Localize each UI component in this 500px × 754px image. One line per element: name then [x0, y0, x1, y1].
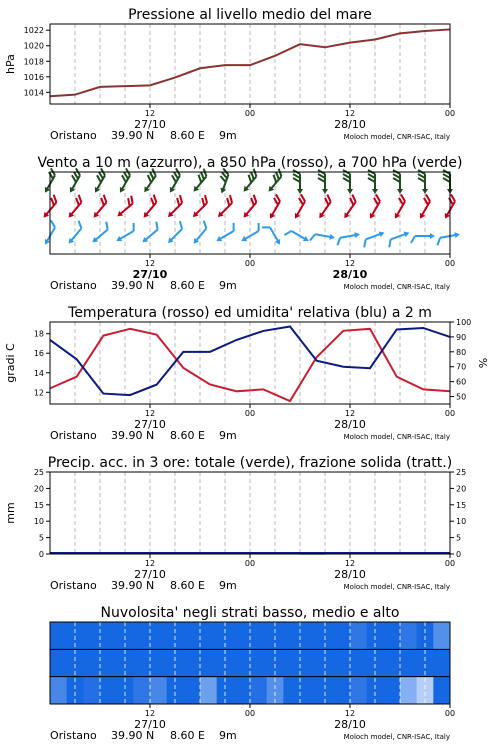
- x-tick-label: 12: [345, 709, 355, 718]
- cloud-cell: [150, 649, 167, 676]
- wind-barb: [262, 222, 283, 248]
- wind-barb: [439, 194, 460, 220]
- wind-barb: [364, 194, 385, 220]
- chart-title: Vento a 10 m (azzurro), a 850 hPa (rosso), a 700 hPa (verde): [37, 155, 462, 171]
- x-tick-label: 12: [345, 559, 355, 568]
- y2-tick-label: 50: [456, 393, 466, 402]
- date-label: 28/10: [334, 118, 366, 131]
- wind-barb: [336, 231, 361, 245]
- cloud-cell: [383, 622, 400, 649]
- y-tick-label: 25: [34, 468, 44, 477]
- y-tick-label: 5: [39, 534, 44, 543]
- y-tick-label: 1020: [24, 42, 44, 51]
- wind-barb-feather: [443, 174, 450, 178]
- x-tick-label: 12: [145, 259, 155, 268]
- cloud-cell: [333, 677, 350, 704]
- cloud-cell: [300, 622, 317, 649]
- y-tick-label: 16: [34, 349, 44, 358]
- wind-barb-feather: [393, 174, 400, 178]
- location-name: Oristano: [50, 729, 97, 742]
- wind-barb-head: [67, 187, 75, 194]
- y2-tick-label: 70: [456, 363, 466, 372]
- wind-barb: [113, 223, 139, 244]
- cloud-cell: [100, 649, 117, 676]
- date-label: 28/10: [334, 418, 366, 431]
- cloud-cell: [150, 677, 167, 704]
- wind-barb: [39, 220, 60, 246]
- wind-barb-head: [372, 189, 378, 194]
- y-tick-label: 0: [39, 550, 44, 559]
- location-lat: 39.90 N: [111, 279, 154, 292]
- x-tick-label: 00: [245, 109, 255, 118]
- wind-barb-feather: [230, 223, 237, 231]
- cloud-cell: [83, 622, 100, 649]
- y2-tick-label: 25: [456, 468, 466, 477]
- wind-barb-head: [404, 230, 411, 237]
- location-name: Oristano: [50, 279, 97, 292]
- wind-barb-feather: [201, 221, 209, 229]
- cloud-cell: [383, 649, 400, 676]
- location-lat: 39.90 N: [111, 579, 154, 592]
- x-tick-label: 12: [145, 409, 155, 418]
- wind-barb-feather: [310, 234, 315, 242]
- y-tick-label: 10: [34, 517, 44, 526]
- location-elev: 9m: [219, 579, 237, 592]
- cloud-cell: [133, 622, 150, 649]
- wind-barb-feather: [336, 238, 341, 246]
- y2-tick-label: 90: [456, 333, 466, 342]
- cloud-cell: [183, 649, 200, 676]
- cloud-cell: [233, 677, 250, 704]
- wind-barb: [293, 170, 303, 194]
- cloud-cell: [433, 649, 450, 676]
- wind-barb-feather: [368, 178, 375, 182]
- wind-barb-feather: [443, 178, 450, 182]
- wind-barb-feather: [284, 229, 291, 237]
- cloud-cell: [433, 622, 450, 649]
- wind-barb: [361, 230, 387, 248]
- plot-frame: [50, 472, 450, 554]
- y-tick-label: 1018: [24, 57, 44, 66]
- wind-barb-feather: [343, 174, 350, 178]
- cloud-cell: [83, 677, 100, 704]
- location-lat: 39.90 N: [111, 429, 154, 442]
- wind-barb-head: [417, 213, 425, 220]
- wind-barb-head: [329, 234, 335, 241]
- x-tick-label: 12: [145, 709, 155, 718]
- wind-barb-head: [367, 213, 375, 220]
- wind-barb: [138, 222, 163, 245]
- wind-barb-head: [275, 239, 283, 246]
- cloud-cell: [383, 677, 400, 704]
- wind-barb: [289, 194, 310, 220]
- cloud-cell: [250, 622, 267, 649]
- x-tick-label: 00: [245, 709, 255, 718]
- wind-barb-head: [354, 231, 360, 238]
- y-tick-label: 12: [34, 388, 44, 397]
- location-name: Oristano: [50, 429, 97, 442]
- wind-barb: [414, 194, 435, 220]
- wind-barb-head: [42, 187, 50, 194]
- cloud-cell: [183, 622, 200, 649]
- cloud-cell: [183, 677, 200, 704]
- cloud-cell: [100, 622, 117, 649]
- cloud-cell: [300, 649, 317, 676]
- cloud-cell: [333, 622, 350, 649]
- y2-tick-label: 5: [456, 534, 461, 543]
- location-elev: 9m: [219, 729, 237, 742]
- location-elev: 9m: [219, 279, 237, 292]
- date-label: 28/10: [334, 568, 366, 581]
- chart-title: Pressione al livello medio del mare: [128, 7, 372, 23]
- model-credit: Moloch model, CNR-ISAC, Italy: [344, 133, 450, 141]
- cloud-cell: [400, 622, 417, 649]
- cloud-cell: [283, 649, 300, 676]
- x-tick-label: 12: [145, 109, 155, 118]
- chart-title: Nuvolosita' negli strati basso, medio e alto: [101, 605, 400, 621]
- wind-barb-feather: [130, 223, 137, 231]
- wind-barb-head: [454, 231, 460, 238]
- y2-tick-label: 0: [456, 550, 461, 559]
- wind-barb-head: [267, 213, 275, 220]
- location-elev: 9m: [219, 129, 237, 142]
- wind-barb-feather: [436, 238, 441, 246]
- wind-barb-feather: [153, 222, 161, 230]
- y2-tick-label: 15: [456, 501, 466, 510]
- cloud-cell: [350, 649, 367, 676]
- wind-barb-head: [292, 213, 300, 220]
- wind-barb-head: [117, 187, 125, 194]
- x-tick-label: 00: [445, 709, 455, 718]
- cloud-cell: [350, 677, 367, 704]
- location-lon: 8.60 E: [170, 279, 205, 292]
- cloud-cell: [200, 649, 217, 676]
- x-tick-label: 00: [245, 409, 255, 418]
- wind-barb-feather: [76, 221, 84, 229]
- wind-barb-head: [392, 213, 400, 220]
- y2-axis-label: %: [477, 358, 490, 368]
- x-tick-label: 00: [445, 409, 455, 418]
- y-axis-label: hPa: [4, 54, 17, 74]
- x-tick-label: 00: [445, 109, 455, 118]
- wind-barb-head: [347, 189, 353, 194]
- cloud-cell: [100, 677, 117, 704]
- cloud-cell: [133, 677, 150, 704]
- wind-barb-feather: [293, 174, 300, 178]
- wind-barb: [264, 194, 285, 220]
- cloud-cell: [400, 677, 417, 704]
- y2-tick-label: 20: [456, 484, 466, 493]
- wind-barb: [436, 231, 461, 245]
- cloud-cell: [350, 622, 367, 649]
- wind-barb-head: [422, 189, 428, 194]
- y-tick-label: 1014: [24, 88, 44, 97]
- wind-barb-head: [115, 236, 122, 244]
- wind-barb-head: [92, 187, 100, 194]
- location-elev: 9m: [219, 429, 237, 442]
- cloud-cell: [250, 649, 267, 676]
- wind-barb-head: [397, 189, 403, 194]
- location-name: Oristano: [50, 129, 97, 142]
- date-label: 28/10: [333, 268, 368, 281]
- cloud-cell: [200, 622, 217, 649]
- y2-tick-label: 100: [456, 318, 471, 327]
- wind-barb-head: [42, 239, 50, 246]
- model-credit: Moloch model, CNR-ISAC, Italy: [344, 733, 450, 741]
- wind-barb-head: [303, 236, 310, 244]
- wind-barb-head: [379, 230, 386, 237]
- cloud-cell: [133, 649, 150, 676]
- wind-barb: [389, 194, 410, 220]
- wind-barb: [368, 170, 378, 194]
- location-lat: 39.90 N: [111, 129, 154, 142]
- wind-barb: [238, 223, 264, 244]
- y-tick-label: 1016: [24, 73, 44, 82]
- wind-barb-feather: [103, 222, 111, 230]
- wind-barb-head: [430, 233, 435, 239]
- chart-title: Temperatura (rosso) ed umidita' relativa (blu) a 2 m: [67, 305, 432, 321]
- date-label: 28/10: [334, 718, 366, 731]
- cloud-cell: [50, 677, 67, 704]
- y2-tick-label: 10: [456, 517, 466, 526]
- wind-barb: [411, 233, 435, 243]
- y-tick-label: 15: [34, 501, 44, 510]
- wind-barb-head: [322, 189, 328, 194]
- date-label: 27/10: [134, 718, 166, 731]
- x-tick-label: 12: [145, 559, 155, 568]
- location-lon: 8.60 E: [170, 129, 205, 142]
- x-tick-label: 00: [445, 259, 455, 268]
- x-tick-label: 12: [345, 109, 355, 118]
- wind-barb-feather: [368, 174, 375, 178]
- wind-barb: [213, 223, 239, 244]
- wind-barb: [343, 170, 353, 194]
- wind-barb-feather: [255, 223, 262, 231]
- wind-barb-head: [240, 236, 247, 244]
- y-tick-label: 18: [34, 330, 44, 339]
- y-axis-label: gradi C: [4, 343, 17, 383]
- location-lon: 8.60 E: [170, 729, 205, 742]
- cloud-cell: [433, 677, 450, 704]
- wind-barb-feather: [177, 221, 185, 229]
- cloud-cell: [400, 649, 417, 676]
- cloud-cell: [333, 649, 350, 676]
- wind-barb: [418, 170, 428, 194]
- wind-barb-head: [297, 189, 303, 194]
- wind-barb-head: [442, 213, 450, 220]
- x-tick-label: 00: [245, 259, 255, 268]
- wind-barb-feather: [418, 178, 425, 182]
- wind-barb-head: [215, 236, 222, 244]
- wind-barb-feather: [411, 236, 415, 243]
- wind-barb-feather: [293, 178, 300, 182]
- wind-barb: [88, 222, 113, 245]
- x-tick-label: 12: [345, 259, 355, 268]
- wind-barb: [310, 231, 335, 245]
- cloud-cell: [233, 622, 250, 649]
- model-credit: Moloch model, CNR-ISAC, Italy: [344, 433, 450, 441]
- cloud-cell: [50, 622, 67, 649]
- wind-barb-feather: [318, 174, 325, 178]
- cloud-cell: [250, 677, 267, 704]
- cloud-cell: [233, 649, 250, 676]
- cloud-cell: [150, 622, 167, 649]
- x-tick-label: 00: [245, 559, 255, 568]
- location-lat: 39.90 N: [111, 729, 154, 742]
- y2-tick-label: 60: [456, 378, 466, 387]
- y2-tick-label: 80: [456, 348, 466, 357]
- wind-barb-feather: [393, 178, 400, 182]
- x-tick-label: 12: [345, 409, 355, 418]
- wind-barb: [318, 170, 328, 194]
- cloud-cell: [283, 677, 300, 704]
- cloud-cell: [283, 622, 300, 649]
- wind-barb-feather: [362, 239, 368, 247]
- date-label: 27/10: [133, 268, 168, 281]
- wind-barb-feather: [343, 178, 350, 182]
- wind-barb: [393, 170, 403, 194]
- wind-barb-head: [167, 187, 175, 194]
- date-label: 27/10: [134, 118, 166, 131]
- wind-barb: [284, 226, 310, 247]
- cloud-cell: [200, 677, 217, 704]
- wind-barb: [443, 170, 453, 194]
- y-tick-label: 14: [34, 369, 44, 378]
- wind-barb: [386, 230, 412, 248]
- wind-barb-feather: [262, 224, 270, 231]
- y-tick-label: 1022: [24, 26, 44, 35]
- y-axis-label: mm: [4, 502, 17, 523]
- location-lon: 8.60 E: [170, 429, 205, 442]
- cloud-cell: [83, 649, 100, 676]
- cloud-cell: [50, 649, 67, 676]
- y-tick-label: 20: [34, 484, 44, 493]
- location-lon: 8.60 E: [170, 579, 205, 592]
- location-name: Oristano: [50, 579, 97, 592]
- date-label: 27/10: [134, 418, 166, 431]
- cloud-cell: [300, 677, 317, 704]
- model-credit: Moloch model, CNR-ISAC, Italy: [344, 283, 450, 291]
- chart-title: Precip. acc. in 3 ore: totale (verde), frazione solida (tratt.): [48, 455, 452, 471]
- date-label: 27/10: [134, 568, 166, 581]
- wind-barb-feather: [387, 239, 393, 247]
- model-credit: Moloch model, CNR-ISAC, Italy: [344, 583, 450, 591]
- wind-barb-feather: [318, 178, 325, 182]
- x-tick-label: 00: [445, 559, 455, 568]
- wind-barb-feather: [418, 174, 425, 178]
